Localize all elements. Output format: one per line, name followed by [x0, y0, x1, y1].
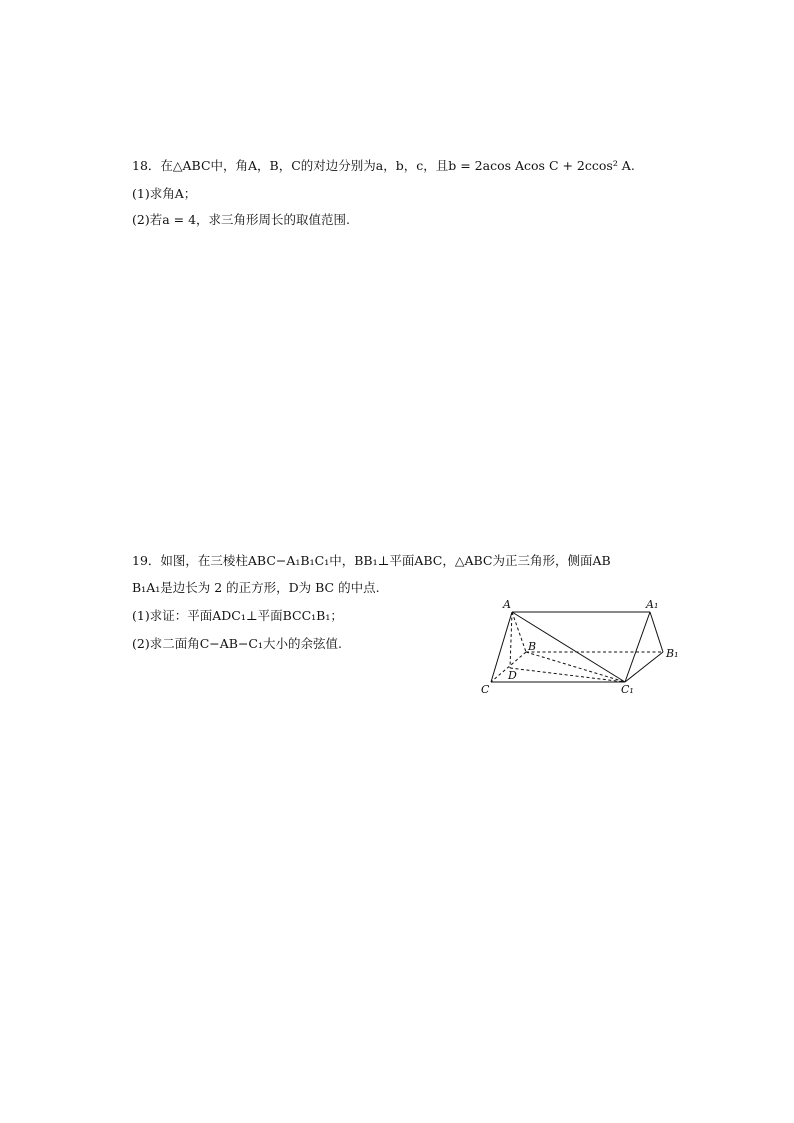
prism-figure — [470, 592, 690, 702]
q18-part2: (2)若a = 4，求三角形周长的取值范围. — [132, 212, 351, 227]
label-A1: A₁ — [646, 598, 659, 611]
q19-part1: (1)求证：平面ADC₁⊥平面BCC₁B₁； — [132, 608, 343, 623]
label-C1: C₁ — [621, 683, 634, 696]
edge-A-B — [512, 612, 526, 652]
label-D: D — [508, 669, 517, 682]
label-A: A — [503, 598, 511, 611]
q19-stem-line1: 19．如图，在三棱柱ABC−A₁B₁C₁中，BB₁⊥平面ABC，△ABC为正三角形，侧面AB — [132, 553, 611, 568]
label-B1: B₁ — [666, 647, 679, 660]
edge-A-D — [510, 612, 512, 668]
label-C: C — [481, 683, 490, 696]
q18-part1: (1)求角A； — [132, 186, 197, 201]
edge-B-C1 — [526, 652, 625, 682]
q18-stem: 18．在△ABC中，角A，B，C的对边分别为a，b，c，且b = 2acos Acos C + 2ccos² A. — [132, 158, 635, 173]
label-B: B — [528, 640, 537, 653]
q19-part2: (2)求二面角C−AB−C₁大小的余弦值. — [132, 636, 342, 651]
q19-stem-line2: B₁A₁是边长为 2 的正方形，D为 BC 的中点. — [132, 580, 380, 595]
edge-D-C1 — [510, 668, 625, 682]
edge-A1-B1 — [650, 612, 663, 652]
